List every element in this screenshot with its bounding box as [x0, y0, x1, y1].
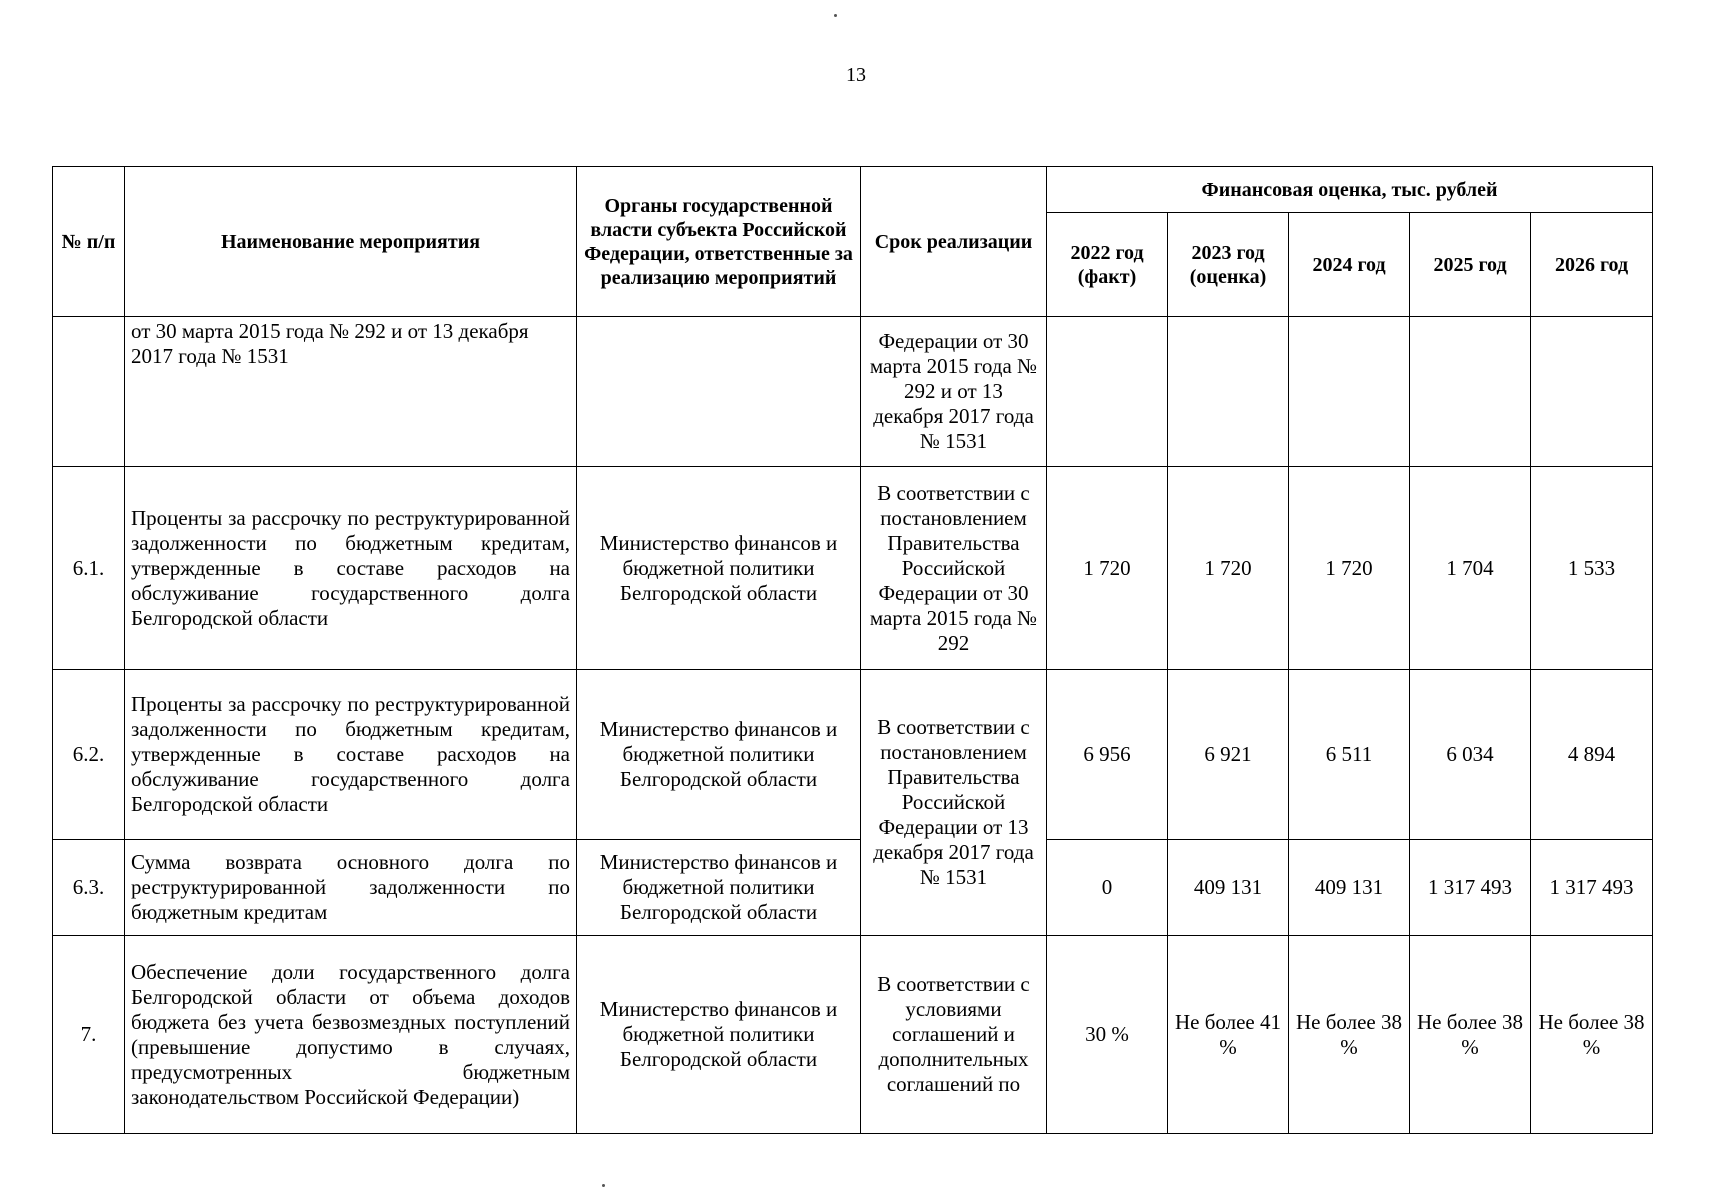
header-year: 2022 год (факт) [1047, 213, 1168, 317]
row-name: Обеспечение доли государственного долга Белгородской области от объема доходов бюджета без учета безвозмездных поступлений (превышение допустимо в случаях, предусмотренных бюджетным законодательством Российской Федерации) [125, 936, 577, 1134]
row-value: 30 % [1047, 936, 1168, 1134]
row-number: 7. [53, 936, 125, 1134]
row-name: Проценты за рассрочку по реструктурированной задолженности по бюджетным кредитам, утвержденные в составе расходов на обслуживание государственного долга Белгородской области [125, 670, 577, 840]
row-value: 1 317 493 [1531, 840, 1653, 936]
row-value [1168, 317, 1289, 467]
row-value: Не более 38 % [1410, 936, 1531, 1134]
row-organization: Министерство финансов и бюджетной политики Белгородской области [577, 467, 861, 670]
row-organization: Министерство финансов и бюджетной политики Белгородской области [577, 840, 861, 936]
row-value: 1 720 [1047, 467, 1168, 670]
row-name: Проценты за рассрочку по реструктурированной задолженности по бюджетным кредитам, утвержденные в составе расходов на обслуживание государственного долга Белгородской области [125, 467, 577, 670]
row-value: 1 533 [1531, 467, 1653, 670]
row-organization [577, 317, 861, 467]
row-value: 4 894 [1531, 670, 1653, 840]
header-financial-estimate: Финансовая оценка, тыс. рублей [1047, 167, 1653, 213]
row-value: 6 511 [1289, 670, 1410, 840]
row-value: 6 921 [1168, 670, 1289, 840]
table-row [53, 936, 1653, 1134]
row-organization: Министерство финансов и бюджетной политики Белгородской области [577, 936, 861, 1134]
row-value: Не более 38 % [1531, 936, 1653, 1134]
row-value: 6 956 [1047, 670, 1168, 840]
row-value: 6 034 [1410, 670, 1531, 840]
table-row [53, 317, 1653, 467]
table-row [53, 467, 1653, 670]
header-name: Наименование мероприятия [125, 167, 577, 317]
row-organization: Министерство финансов и бюджетной политики Белгородской области [577, 670, 861, 840]
row-value [1410, 317, 1531, 467]
header-year: 2026 год [1531, 213, 1653, 317]
row-number: 6.2. [53, 670, 125, 840]
header-organization: Органы государственной власти субъекта Российской Федерации, ответственные за реализацию мероприятий [577, 167, 861, 317]
row-value: 1 704 [1410, 467, 1531, 670]
row-value: 409 131 [1168, 840, 1289, 936]
table-row [53, 670, 1653, 840]
header-number: № п/п [53, 167, 125, 317]
row-value [1531, 317, 1653, 467]
row-value: 1 720 [1289, 467, 1410, 670]
row-name: от 30 марта 2015 года № 292 и от 13 декабря 2017 года № 1531 [125, 317, 577, 467]
row-value: 409 131 [1289, 840, 1410, 936]
header-year: 2025 год [1410, 213, 1531, 317]
row-number: 6.3. [53, 840, 125, 936]
header-year: 2023 год (оценка) [1168, 213, 1289, 317]
table-row [53, 840, 1653, 936]
row-value: 1 720 [1168, 467, 1289, 670]
scan-speck [834, 14, 837, 17]
row-value: 1 317 493 [1410, 840, 1531, 936]
row-name: Сумма возврата основного долга по реструктурированной задолженности по бюджетным кредитам [125, 840, 577, 936]
row-value: Не более 38 % [1289, 936, 1410, 1134]
row-number [53, 317, 125, 467]
page-number: 13 [846, 64, 866, 86]
row-value: 0 [1047, 840, 1168, 936]
row-term: Федерации от 30 марта 2015 года № 292 и от 13 декабря 2017 года № 1531 [861, 317, 1047, 467]
row-value [1289, 317, 1410, 467]
scan-speck [602, 1184, 605, 1187]
row-term: В соответствии с постановлением Правительства Российской Федерации от 30 марта 2015 года № 292 [861, 467, 1047, 670]
header-term: Срок реализации [861, 167, 1047, 317]
row-number: 6.1. [53, 467, 125, 670]
row-value [1047, 317, 1168, 467]
row-term: В соответствии с условиями соглашений и дополнительных соглашений по [861, 936, 1047, 1134]
row-value: Не более 41 % [1168, 936, 1289, 1134]
financial-table [52, 166, 1653, 1134]
row-term: В соответствии с постановлением Правительства Российской Федерации от 13 декабря 2017 года № 1531 [861, 670, 1047, 936]
header-year: 2024 год [1289, 213, 1410, 317]
